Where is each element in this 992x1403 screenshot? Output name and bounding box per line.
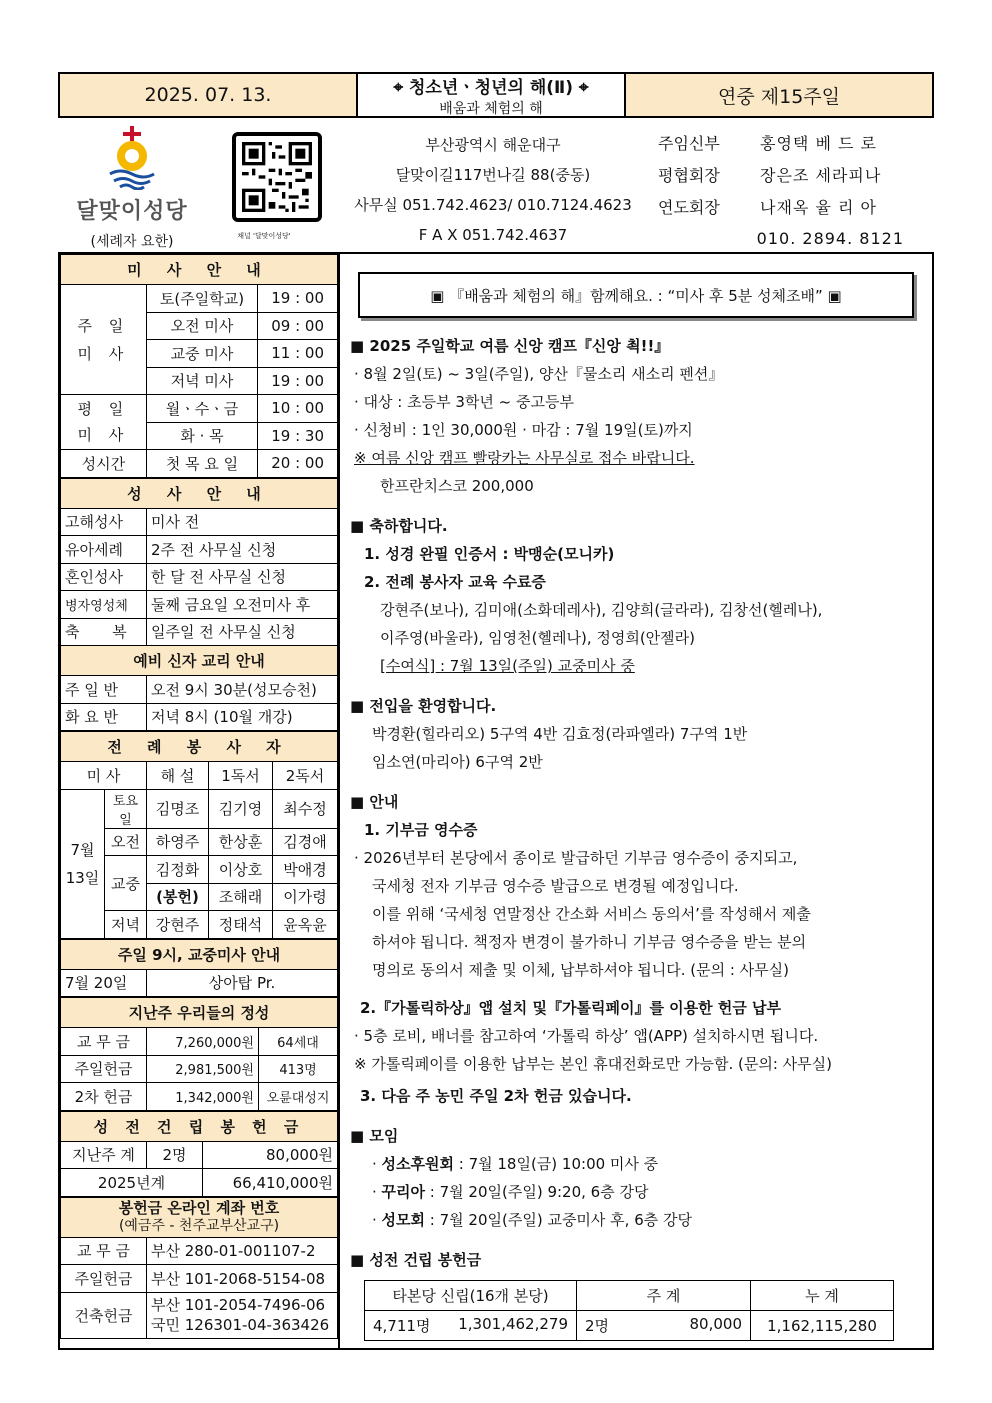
- meeting-detail: : 7월 20일(주일) 교중미사 후, 6층 강당: [425, 1211, 692, 1229]
- offerings-title: 지난주 우리들의 정성: [61, 998, 338, 1028]
- reader-1: 이상호: [209, 856, 273, 884]
- accounts-title-cell: [61, 1197, 338, 1237]
- congrats-title: ■ 축하합니다.: [350, 517, 448, 535]
- account-number: 부산 101-2068-5154-08: [147, 1265, 338, 1293]
- office-phone: 사무실 051.742.4623/ 010.7124.4623: [354, 196, 632, 214]
- parish-address: [343, 130, 643, 250]
- fund-label: 2025년계: [61, 1169, 203, 1197]
- sacrament-label: 유아세례: [61, 536, 147, 564]
- offering-amount: 2,981,500원: [147, 1055, 259, 1083]
- fund-header: 주 계: [577, 1281, 751, 1311]
- staff-name: 장은조 세라피나: [760, 165, 882, 185]
- commentator: 김명조: [147, 789, 209, 828]
- meeting-name: 성모회: [381, 1211, 426, 1229]
- info-title: ■ 안내: [350, 793, 399, 811]
- mass-label: 저녁: [105, 911, 147, 939]
- fund-count: 2명: [147, 1141, 203, 1169]
- account-label: 주일헌금: [61, 1265, 147, 1293]
- reader-2: 이가령: [273, 883, 338, 911]
- app-line: · 5층 로비, 배너를 참고하여 ‘가톨릭 하상’ 앱(APP) 설치하시면 됩니다.: [354, 1027, 819, 1045]
- meeting-detail: : 7월 18일(금) 10:00 미사 중: [454, 1155, 659, 1173]
- church-logo-icon: [102, 126, 162, 190]
- mass-time: 10 : 00: [258, 395, 338, 423]
- reader-2: 윤옥윤: [273, 911, 338, 939]
- mass-time: 11 : 00: [258, 340, 338, 368]
- fund-title: ■ 성전 건립 봉헌금: [350, 1251, 482, 1269]
- graduate-names: 강현주(보나), 김미애(소화데레사), 김양희(글라라), 김창선(헬레나),: [380, 601, 823, 619]
- holy-hour-label: 성시간: [61, 450, 147, 478]
- graduate-names: 이주영(바울라), 임영천(헬레나), 정영희(안젤라): [380, 629, 696, 647]
- mass-name: 화 · 목: [146, 422, 258, 450]
- camp-title: ■ 2025 주일학교 여름 신앙 캠프『신앙 쵝!!』: [350, 337, 670, 355]
- building-accounts: [147, 1292, 338, 1338]
- sacrament-label: 고해성사: [61, 508, 147, 536]
- mass-time: 19 : 00: [258, 367, 338, 395]
- bulletin-date: 2025. 07. 13.: [60, 74, 358, 116]
- fund-amount: 1,301,462,279: [458, 1315, 568, 1333]
- fund-amount: 80,000원: [203, 1141, 338, 1169]
- welcome-title: ■ 전입을 환영합니다.: [350, 697, 497, 715]
- main-mass-date: 7월 20일: [61, 969, 147, 997]
- col-header: 미 사: [61, 762, 147, 790]
- staff-role: 주임신부: [658, 133, 720, 153]
- camp-donor: 한프란치스코 200,000: [380, 477, 534, 495]
- mass-section-title: 미 사 안 내: [61, 255, 338, 285]
- mass-label: 오전: [105, 828, 147, 856]
- bulletin-body: [58, 252, 934, 1350]
- bulletin-page: [58, 72, 934, 252]
- sacrament-value: 한 달 전 사무실 신청: [147, 563, 338, 591]
- meeting-name: 꾸리아: [381, 1183, 426, 1201]
- fund-count: 2명: [585, 1317, 610, 1335]
- meeting-item: · 꾸리아 : 7월 20일(주일) 9:20, 6층 강당: [372, 1183, 649, 1201]
- info-item-title: 2.『가톨릭하상』앱 설치 및『가톨릭페이』를 이용한 헌금 납부: [360, 999, 782, 1017]
- fund-total: 1,162,115,280: [751, 1311, 894, 1341]
- mass-name: 교중 미사: [146, 340, 258, 368]
- liturgical-sunday: 연중 제15주일: [626, 74, 932, 116]
- ministers-section-title: 전 례 봉 사 자: [61, 732, 338, 762]
- contact-phone: 010. 2894. 8121: [756, 228, 904, 248]
- offering-extra: 413명: [259, 1055, 338, 1083]
- mass-label: 교중: [105, 856, 147, 911]
- fax-number: F A X 051.742.4637: [418, 226, 568, 244]
- offering-label: 교 무 금: [61, 1028, 147, 1056]
- class-label: 주 일 반: [61, 676, 147, 704]
- mass-time: 19 : 30: [258, 422, 338, 450]
- welcome-line: 박경환(힐라리오) 5구역 4반 김효정(라파엘라) 7구역 1반: [372, 725, 748, 743]
- commentator: 강현주: [147, 911, 209, 939]
- mass-name: 월ㆍ수ㆍ금: [146, 395, 258, 423]
- staff-role: 연도회장: [658, 197, 720, 217]
- class-value: 저녁 8시 (10월 개강): [147, 703, 338, 731]
- staff-row: [658, 190, 934, 222]
- parish-patron: (세례자 요한): [90, 234, 174, 250]
- fund-amount: 80,000: [689, 1315, 742, 1333]
- sacrament-value: 2주 전 사무실 신청: [147, 536, 338, 564]
- header-bar: [58, 72, 934, 118]
- mass-table: [60, 254, 338, 478]
- theme-title: ⌖ 청소년ㆍ청년의 해(Ⅱ) ⌖: [393, 77, 589, 98]
- fund-header: 누 계: [751, 1281, 894, 1311]
- parish-logo: [72, 126, 192, 251]
- account-number: 부산 101-2054-7496-06: [151, 1296, 326, 1314]
- building-fund-summary: [364, 1280, 894, 1341]
- parish-name: 달맞이성당: [76, 199, 188, 224]
- award-ceremony: [수여식] : 7월 13일(주일) 교중미사 중: [380, 657, 635, 675]
- col-header: 1독서: [209, 762, 273, 790]
- parish-info: [58, 118, 934, 252]
- qr-code-icon[interactable]: [232, 132, 322, 222]
- camp-line: · 8월 2일(토) ~ 3일(주일), 양산『물소리 새소리 펜션』: [354, 365, 724, 383]
- staff-name: 홍영택 베 드 로: [760, 133, 877, 153]
- mass-name: 저녁 미사: [146, 367, 258, 395]
- info-item-title: 3. 다음 주 농민 주일 2차 헌금 있습니다.: [360, 1087, 632, 1105]
- sacrament-value: 둘째 금요일 오전미사 후: [147, 591, 338, 619]
- receipt-line: 이를 위해 ‘국세청 연말정산 간소화 서비스 동의서’를 작성해서 제출: [372, 905, 811, 923]
- sunday-mass-label: 주 일 미 사: [61, 285, 147, 395]
- staff-row: [658, 158, 934, 190]
- staff-role: 평협회장: [658, 165, 720, 185]
- building-fund-table: [60, 1111, 338, 1197]
- sacrament-label: 축 복: [61, 618, 147, 646]
- info-item-title: 1. 기부금 영수증: [364, 821, 478, 839]
- col-header: 해 설: [147, 762, 209, 790]
- receipt-line: · 2026년부터 본당에서 종이로 발급하던 기부금 영수증이 중지되고,: [354, 849, 798, 867]
- offering-amount: 7,260,000원: [147, 1028, 259, 1056]
- meeting-name: 성소후원회: [381, 1155, 454, 1173]
- staff-name: 나재옥 율 리 아: [760, 197, 877, 217]
- reader-1: 김기영: [209, 789, 273, 828]
- other-parish-fund: [365, 1311, 577, 1341]
- catechumen-section-title: 예비 신자 교리 안내: [61, 646, 338, 676]
- right-column: [338, 254, 932, 1348]
- week-fund: [577, 1311, 751, 1341]
- congrats-item: 1. 성경 완필 인증서 : 박맹순(모니카): [364, 545, 615, 563]
- class-label: 화 요 반: [61, 703, 147, 731]
- account-label: 교 무 금: [61, 1237, 147, 1265]
- fund-label: 지난주 계: [61, 1141, 147, 1169]
- staff-row: [658, 126, 934, 158]
- offering-label: 2차 헌금: [61, 1083, 147, 1111]
- meeting-detail: : 7월 20일(주일) 9:20, 6층 강당: [425, 1183, 649, 1201]
- qr-caption: 채널 '달맞이성당': [237, 232, 291, 240]
- offering-label: 주일헌금: [61, 1055, 147, 1083]
- mass-time: 09 : 00: [258, 312, 338, 340]
- fund-header: 타본당 신립(16개 본당): [365, 1281, 577, 1311]
- mass-name: 첫 목 요 일: [146, 450, 258, 478]
- class-value: 오전 9시 30분(성모승천): [147, 676, 338, 704]
- sacrament-value: 미사 전: [147, 508, 338, 536]
- receipt-line: 국세청 전자 기부금 영수증 발급으로 변경될 예정입니다.: [372, 877, 739, 895]
- offertory: (봉헌): [147, 883, 209, 911]
- main-mass-table: [60, 939, 338, 998]
- address-line: 부산광역시 해운대구: [425, 136, 561, 154]
- weekday-mass-label: 평 일 미 사: [61, 395, 147, 450]
- mass-name: 오전 미사: [146, 312, 258, 340]
- accounts-table: [60, 1197, 338, 1339]
- main-mass-title: 주일 9시, 교중미사 안내: [61, 939, 338, 969]
- reader-1: 조해래: [209, 883, 273, 911]
- camp-line: · 신청비 : 1인 30,000원 · 마감 : 7월 19일(토)까지: [354, 421, 693, 439]
- camp-note: ※ 여름 신앙 캠프 빨랑카는 사무실로 접수 바랍니다.: [354, 449, 695, 467]
- reader-1: 한상훈: [209, 828, 273, 856]
- reader-2: 박애경: [273, 856, 338, 884]
- address-line: 달맞이길117번나길 88(중동): [395, 166, 591, 184]
- ministers-date: 7월 13일: [61, 789, 105, 938]
- accounts-title: 봉헌금 온라인 계좌 번호: [118, 1199, 280, 1217]
- reader-2: 최수정: [273, 789, 338, 828]
- commentator: 하영주: [147, 828, 209, 856]
- app-line: ※ 가톨릭페이를 이용한 납부는 본인 휴대전화로만 가능함. (문의: 사무실): [354, 1055, 832, 1073]
- year-theme: [358, 74, 626, 116]
- fund-amount: 66,410,000원: [203, 1169, 338, 1197]
- meeting-title: ■ 모임: [350, 1127, 399, 1145]
- mass-time: 20 : 00: [258, 450, 338, 478]
- theme-subtitle: 배움과 체험의 해: [439, 100, 543, 117]
- mass-name: 토(주일학교): [146, 285, 258, 313]
- sacrament-label: 혼인성사: [61, 563, 147, 591]
- camp-line: · 대상 : 초등부 3학년 ~ 중고등부: [354, 393, 574, 411]
- mass-label: 토요일: [105, 789, 147, 828]
- building-fund-title: 성 전 건 립 봉 헌 금: [61, 1111, 338, 1141]
- fund-count: 4,711명: [373, 1317, 431, 1335]
- left-column: [60, 254, 338, 1339]
- offering-extra: 64세대: [259, 1028, 338, 1056]
- accounts-subtitle: (예금주 - 천주교부산교구): [118, 1218, 280, 1234]
- mass-time: 19 : 00: [258, 285, 338, 313]
- congrats-item: 2. 전례 봉사자 교육 수료증: [364, 573, 546, 591]
- reader-2: 김경애: [273, 828, 338, 856]
- account-label: 건축헌금: [61, 1292, 147, 1338]
- sacrament-value: 일주일 전 사무실 신청: [147, 618, 338, 646]
- receipt-line: 하셔야 됩니다. 책정자 변경이 불가하니 기부금 영수증을 받는 분의: [372, 933, 807, 951]
- offering-amount: 1,342,000원: [147, 1083, 259, 1111]
- ministers-table: [60, 731, 338, 939]
- account-number: 국민 126301-04-363426: [151, 1316, 330, 1334]
- meeting-item: · 성모회 : 7월 20일(주일) 교중미사 후, 6층 강당: [372, 1211, 692, 1229]
- reader-1: 정태석: [209, 911, 273, 939]
- receipt-line: 명의로 동의서 제출 및 이체, 납부하셔야 됩니다. (문의 : 사무실): [372, 961, 789, 979]
- welcome-line: 임소연(마리아) 6구역 2반: [372, 753, 543, 771]
- col-header: 2독서: [273, 762, 338, 790]
- offerings-table: [60, 997, 338, 1111]
- meeting-item: · 성소후원회 : 7월 18일(금) 10:00 미사 중: [372, 1155, 659, 1173]
- sacrament-label: 병자영성체: [61, 591, 147, 619]
- offering-extra: 오륜대성지: [259, 1083, 338, 1111]
- sacrament-table: [60, 478, 338, 732]
- parish-staff: [658, 126, 934, 254]
- theme-banner: ▣ 『배움과 체험의 해』함께해요. : “미사 후 5분 성체조배” ▣: [358, 272, 914, 318]
- notices: [340, 332, 932, 1341]
- sacrament-section-title: 성 사 안 내: [61, 478, 338, 508]
- account-number: 부산 280-01-001107-2: [147, 1237, 338, 1265]
- commentator: 김정화: [147, 856, 209, 884]
- main-mass-choir: 상아탑 Pr.: [147, 969, 338, 997]
